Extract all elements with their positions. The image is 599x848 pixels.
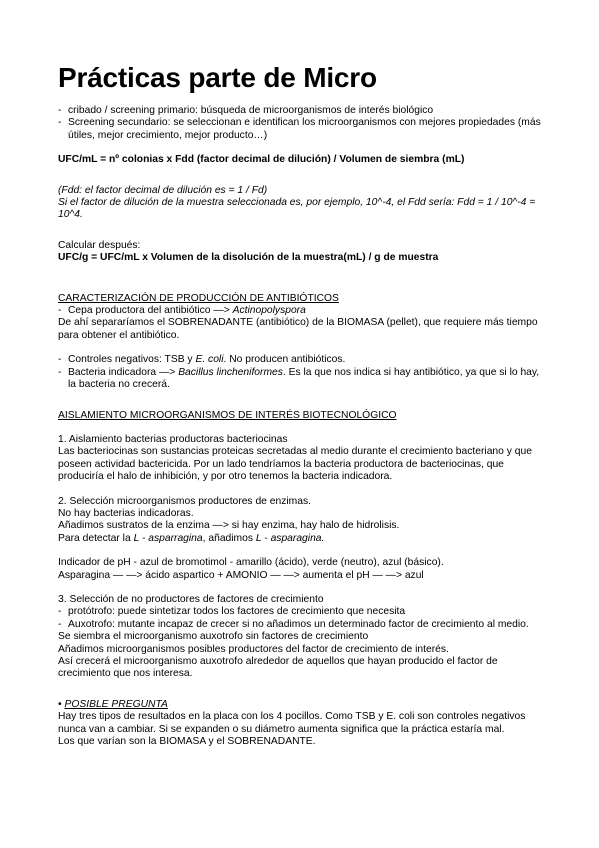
bullet-marker: • bbox=[58, 698, 62, 710]
section-3-bullet-1: - protótrofo: puede sintetizar todos los factores de crecimiento que necesita bbox=[58, 606, 542, 618]
section-3-title: 3. Selección de no productores de factores de crecimiento bbox=[58, 593, 324, 605]
antibiotics-bullet-3: - Bacteria indicadora —> Bacillus lincheniformes. Es la que nos indica si hay antibiótico, ya que si lo hay, la bacteria no crecerá. bbox=[58, 367, 542, 392]
formula-ufc-ml: UFC/mL = nº colonias x Fdd (factor decimal de dilución) / Volumen de siembra (mL) bbox=[58, 154, 465, 166]
fdd-note: (Fdd: el factor decimal de dilución es = 1 / Fd) bbox=[58, 184, 268, 196]
section-1-title: 1. Aislamiento bacterias productoras bacteriocinas bbox=[58, 433, 288, 445]
section-2-line-1: No hay bacterias indicadoras. bbox=[58, 507, 194, 519]
section-3-line-2: Añadimos microorganismos posibles productores del factor de crecimiento de interés. bbox=[58, 643, 449, 655]
intro-bullet-1: - cribado / screening primario: búsqueda de microorganismos de interés biológico bbox=[58, 105, 542, 117]
fdd-example: Si el factor de dilución de la muestra seleccionada es, por ejemplo, 10^-4, el Fdd sería: Fdd = 1 / 10^-4 = 10^4. bbox=[58, 197, 536, 221]
document-title: Prácticas parte de Micro bbox=[58, 62, 377, 93]
calc-label: Calcular después: bbox=[58, 239, 141, 251]
question-heading: POSIBLE PREGUNTA bbox=[64, 698, 168, 710]
question-paragraph-2: Los que varían son la BIOMASA y el SOBRENADANTE. bbox=[58, 736, 316, 748]
antibiotics-paragraph: De ahí separaríamos el SOBRENADANTE (antibiótico) de la BIOMASA (pellet), que requiere más tiempo para obtener el antibiótico. bbox=[58, 317, 538, 341]
document-body bbox=[58, 105, 542, 748]
section-2-line-4: Indicador de pH - azul de bromotimol - amarillo (ácido), verde (neutro), azul (básico). bbox=[58, 557, 444, 569]
antibiotics-heading: CARACTERIZACIÓN DE PRODUCCIÓN DE ANTIBIÓTICOS bbox=[58, 292, 339, 304]
section-2-title: 2. Selección microorganismos productores de enzimas. bbox=[58, 495, 311, 507]
section-2-line-3: Para detectar la L - asparragina, añadimos L - asparagina. bbox=[58, 532, 325, 544]
isolation-heading: AISLAMIENTO MICROORGANISMOS DE INTERÉS BIOTECNOLÓGICO bbox=[58, 409, 397, 421]
section-3-bullet-2: - Auxotrofo: mutante incapaz de crecer si no añadimos un determinado factor de crecimiento al medio. bbox=[58, 619, 542, 631]
section-1-text: Las bacteriocinas son sustancias proteicas secretadas al medio durante el crecimiento bacteriano y que poseen actividad bactericida. Por un lado tendríamos la bacteria productora de bacteriocinas, que produciría el halo de inhibición, y por otro tenemos la bacteria indicadora. bbox=[58, 446, 532, 483]
formula-ufc-g: UFC/g = UFC/mL x Volumen de la disolución de la muestra(mL) / g de muestra bbox=[58, 252, 439, 264]
antibiotics-bullet-2: - Controles negativos: TSB y E. coli. No producen antibióticos. bbox=[58, 354, 542, 366]
section-2-line-2: Añadimos sustratos de la enzima —> si hay enzima, hay halo de hidrolisis. bbox=[58, 520, 400, 532]
question-paragraph-1: Hay tres tipos de resultados en la placa con los 4 pocillos. Como TSB y E. coli son controles negativos nunca van a cambiar. Si se expanden o su diámetro aumenta significa que la práctica estaría mal. bbox=[58, 711, 526, 735]
intro-bullet-2: - Screening secundario: se seleccionan e identifican los microorganismos con mejores propiedades (más útiles, mejor crecimiento, mejor producto…) bbox=[58, 117, 542, 142]
section-3-line-3: Así crecerá el microorganismo auxotrofo alrededor de aquellos que hayan producido el factor de crecimiento que nos interesa. bbox=[58, 656, 498, 680]
section-2-line-5: Asparagina — —> ácido aspartico + AMONIO — —> aumenta el pH — —> azul bbox=[58, 569, 424, 581]
question-heading-line bbox=[58, 699, 542, 711]
antibiotics-bullet-1: - Cepa productora del antibiótico —> Actinopolyspora bbox=[58, 305, 542, 317]
section-3-line-1: Se siembra el microorganismo auxotrofo sin factores de crecimiento bbox=[58, 631, 369, 643]
